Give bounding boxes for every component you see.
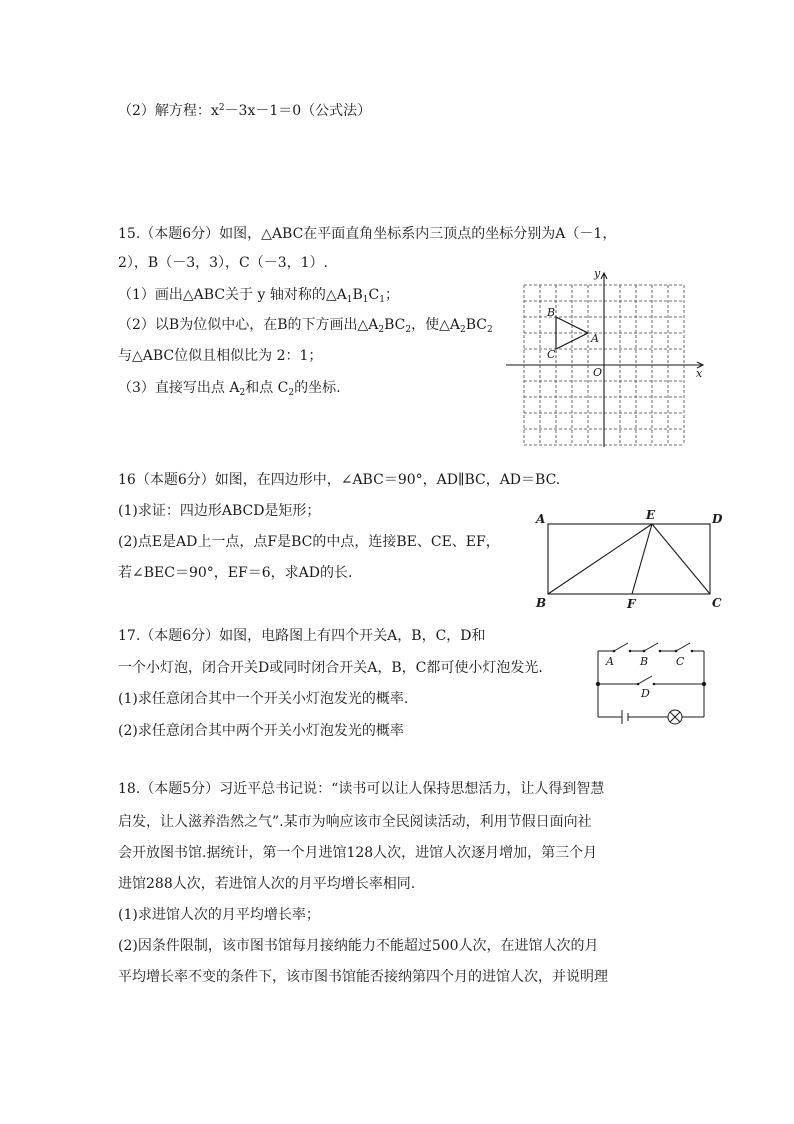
q16-part1: (1)求证：四边形ABCD是矩形；: [118, 503, 321, 519]
q17-part2: (2)求任意闭合其中两个开关小灯泡发光的概率: [118, 723, 404, 739]
q16-part2-cont: 若∠BEC＝90°，EF＝6，求AD的长.: [118, 565, 353, 581]
label-d: D: [712, 512, 723, 526]
q15-part2-cont: 与△ABC位似且相似比为 2：1；: [118, 348, 323, 364]
q15-part2: （2）以B为位似中心，在B的下方画出$\triangle A_2BC_2$，使$\triangle A_2BC_2$: [118, 317, 493, 335]
x-axis-arrow-icon: [697, 362, 703, 368]
battery-icon: [622, 710, 628, 724]
origin-label: O: [593, 366, 603, 379]
q16-part2: (2)点E是AD上一点，点F是BC的中点，连接BE、CE、EF，: [118, 534, 500, 550]
label-c: C: [676, 655, 685, 668]
q18-part2: (2)因条件限制，该市图书馆每月接纳能力不能超过500人次，在进馆人次的月: [118, 938, 599, 954]
label-a: A: [536, 512, 546, 526]
q16-stem: 16（本题6分）如图，在四边形中，∠ABC＝90°，AD∥BC，AD＝BC.: [118, 472, 561, 488]
junction-left: [596, 682, 600, 686]
switch-b-icon: [644, 643, 658, 651]
segment-ce: [652, 524, 710, 594]
junction-right: [702, 682, 706, 686]
label-d: D: [641, 687, 650, 700]
segment-ef: [632, 524, 652, 594]
label-b: B: [536, 596, 547, 610]
label-b: B: [547, 306, 556, 319]
q15-stem-line2: 2），B（－3，3），C（－3，1）.: [118, 255, 328, 271]
q18-stem-line2: 启发，让人滋养浩然之气”.某市为响应该市全民阅读活动，利用节假日面向社: [118, 814, 592, 830]
q18-part1: (1)求进馆人次的月平均增长率；: [118, 907, 320, 923]
switch-d-icon: [638, 676, 652, 684]
q18-part2-cont: 平均增长率不变的条件下，该市图书馆能否接纳第四个月的进馆人次，并说明理: [118, 969, 608, 985]
q18-stem-line4: 进馆288人次，若进馆人次的月平均增长率相同.: [118, 876, 416, 892]
bulb-icon: [668, 710, 682, 724]
label-a: A: [591, 332, 599, 345]
q15-stem-line1: 15.（本题6分）如图，△ABC在平面直角坐标系内三顶点的坐标分别为A（－1，: [118, 226, 617, 242]
q14-part2: （2）解方程：$x^2-3x-1=0$（公式法）: [118, 103, 372, 119]
x-axis-label: x: [696, 367, 703, 380]
label-c: C: [712, 596, 722, 610]
switch-c-icon: [676, 643, 690, 651]
q17-stem-line2: 一个小灯泡，闭合开关D或同时闭合开关A，B，C都可使小灯泡发光.: [118, 660, 543, 676]
y-axis-label: y: [594, 267, 601, 280]
label-e: E: [646, 508, 656, 522]
grid-lines: [524, 285, 684, 445]
y-axis-arrow-icon: [601, 273, 607, 279]
label-a: A: [606, 655, 614, 668]
q18-stem-line1: 18.（本题5分）习近平总书记说：“读书可以让人保持思想活力，让人得到智慧: [118, 781, 605, 797]
q15-part3: （3）直接写出点 $A_2$和点 $C_2$的坐标.: [118, 380, 341, 398]
label-c: C: [547, 348, 556, 361]
label-f: F: [627, 597, 636, 611]
switch-a-icon: [614, 643, 628, 651]
q18-stem-line3: 会开放图书馆.据统计，第一个月进馆128人次，进馆人次逐月增加，第三个月: [118, 845, 598, 861]
triangle-abc: [556, 317, 588, 349]
q17-part1: (1)求任意闭合其中一个开关小灯泡发光的概率.: [118, 691, 409, 707]
rectangle-abcd: [548, 524, 710, 594]
q15-part1: （1）画出△ABC关于 y 轴对称的$\triangle A_1B_1C_1$；: [118, 287, 399, 305]
q17-stem-line1: 17.（本题6分）如图，电路图上有四个开关A，B，C，D和: [118, 628, 486, 644]
segment-be: [548, 524, 652, 594]
label-b: B: [640, 655, 649, 668]
